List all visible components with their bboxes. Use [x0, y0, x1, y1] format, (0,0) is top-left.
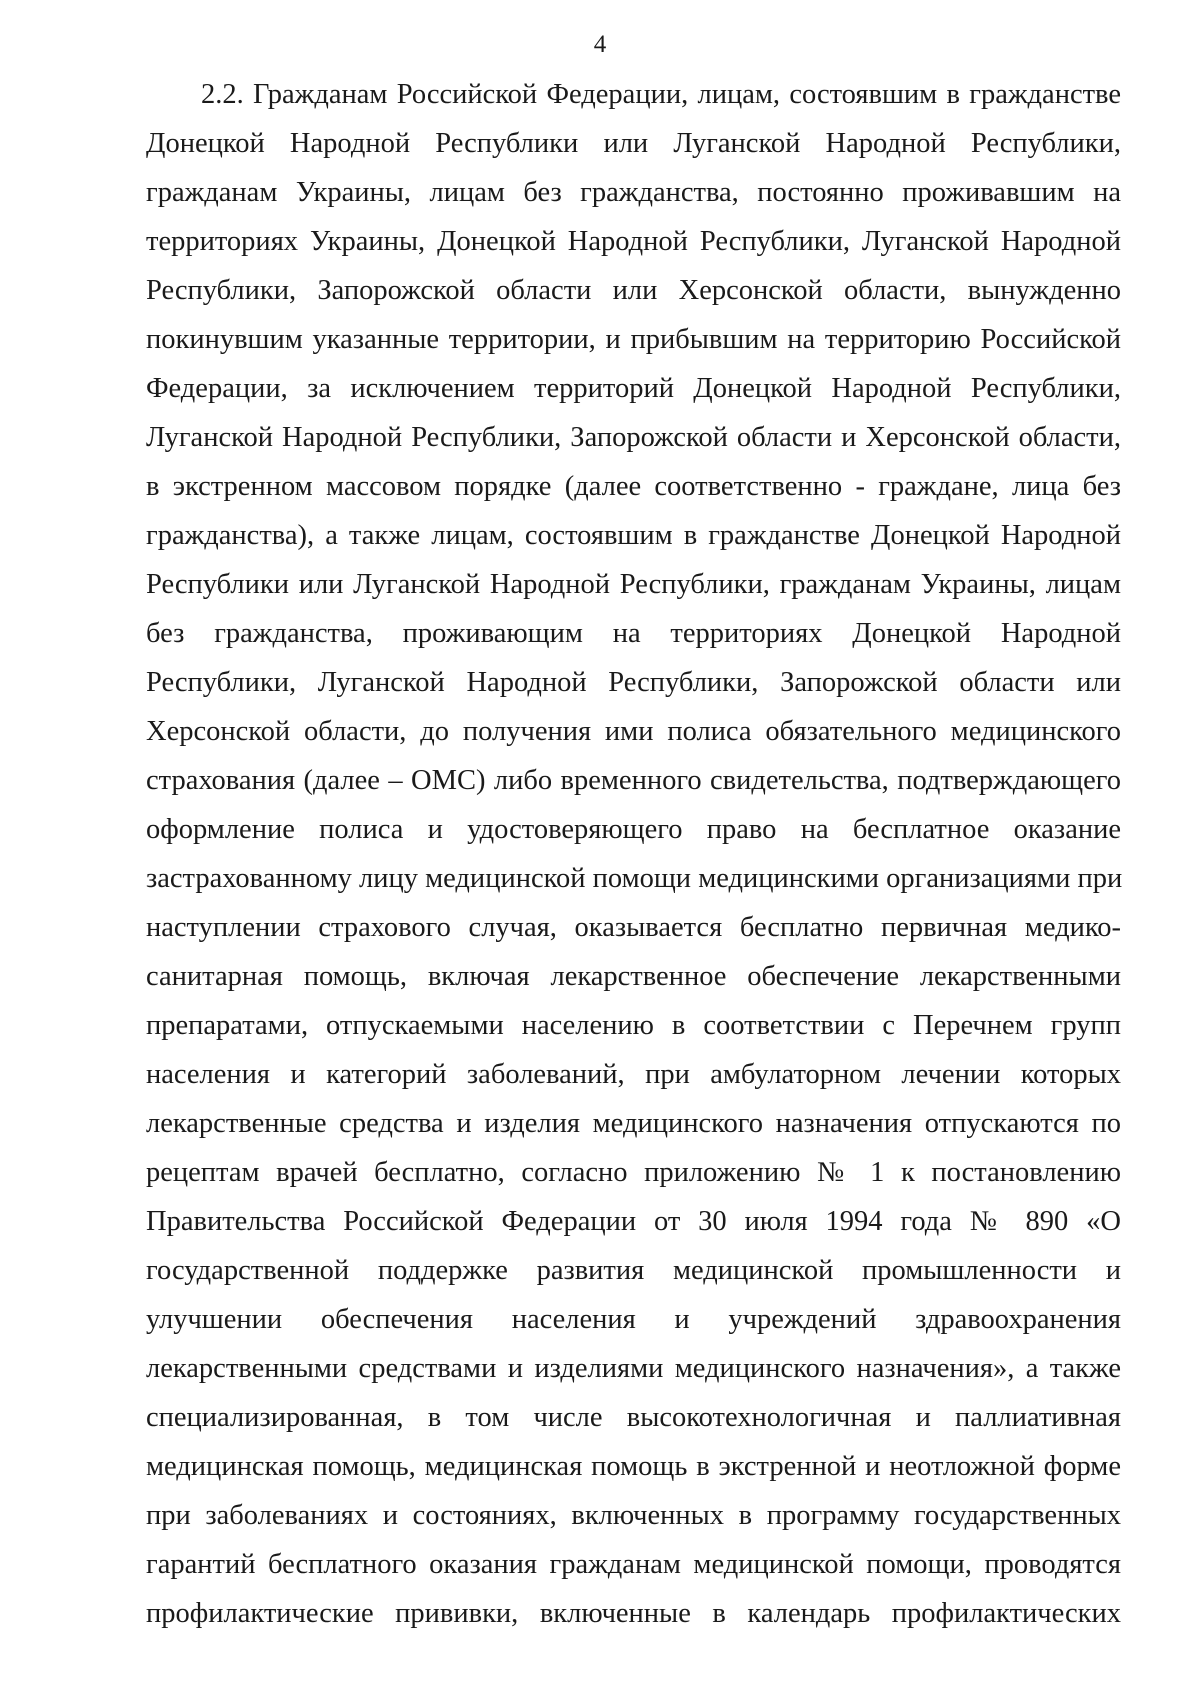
text-line: гражданства), а также лицам, состоявшим в гражданстве Донецкой Народной [146, 520, 1121, 551]
text-line: Правительства Российской Федерации от 30 июля 1994 года № 890 «О [146, 1206, 1121, 1237]
text-line: гражданам Украины, лицам без гражданства, постоянно проживавшим на [146, 177, 1121, 208]
text-line: страхования (далее – ОМС) либо временного свидетельства, подтверждающего [146, 765, 1121, 796]
text-line: гарантий бесплатного оказания гражданам медицинской помощи, проводятся [146, 1549, 1121, 1580]
text-line: препаратами, отпускаемыми населению в соответствии с Перечнем групп [146, 1010, 1121, 1041]
text-line: рецептам врачей бесплатно, согласно приложению № 1 к постановлению [146, 1157, 1121, 1188]
text-line: Республики, Запорожской области или Херсонской области, вынужденно [146, 275, 1121, 306]
text-line: государственной поддержке развития медицинской промышленности и [146, 1255, 1121, 1286]
text-line: наступлении страхового случая, оказывается бесплатно первичная медико- [146, 912, 1121, 943]
text-line: Донецкой Народной Республики или Луганской Народной Республики, [146, 128, 1121, 159]
paragraph-2-2 [146, 70, 1121, 1638]
page-number: 4 [593, 31, 607, 58]
text-line: медицинская помощь, медицинская помощь в экстренной и неотложной форме [146, 1451, 1121, 1482]
text-line: Федерации, за исключением территорий Донецкой Народной Республики, [146, 373, 1121, 404]
text-line: профилактические прививки, включенные в календарь профилактических [146, 1598, 1121, 1629]
text-line: застрахованному лицу медицинской помощи медицинскими организациями при [146, 863, 1123, 894]
text-line: Республики или Луганской Народной Республики, гражданам Украины, лицам [146, 569, 1121, 600]
text-line: в экстренном массовом порядке (далее соответственно - граждане, лица без [146, 471, 1121, 502]
text-line: при заболеваниях и состояниях, включенных в программу государственных [146, 1500, 1121, 1531]
text-line: Луганской Народной Республики, Запорожской области и Херсонской области, [146, 422, 1121, 453]
text-line: Республики, Луганской Народной Республики, Запорожской области или [146, 667, 1121, 698]
text-line: населения и категорий заболеваний, при амбулаторном лечении которых [146, 1059, 1121, 1090]
text-line: без гражданства, проживающим на территориях Донецкой Народной [146, 618, 1121, 649]
text-line: покинувшим указанные территории, и прибывшим на территорию Российской [146, 324, 1121, 355]
text-line: оформление полиса и удостоверяющего право на бесплатное оказание [146, 814, 1121, 845]
text-line: территориях Украины, Донецкой Народной Республики, Луганской Народной [146, 226, 1121, 257]
text-line: Херсонской области, до получения ими полиса обязательного медицинского [146, 716, 1121, 747]
text-line: лекарственные средства и изделия медицинского назначения отпускаются по [146, 1108, 1121, 1139]
text-line: специализированная, в том числе высокотехнологичная и паллиативная [146, 1402, 1121, 1433]
text-line: санитарная помощь, включая лекарственное обеспечение лекарственными [146, 961, 1121, 992]
text-line: 2.2. Гражданам Российской Федерации, лицам, состоявшим в гражданстве [201, 79, 1121, 110]
text-line: улучшении обеспечения населения и учреждений здравоохранения [146, 1304, 1121, 1335]
text-line: лекарственными средствами и изделиями медицинского назначения», а также [146, 1353, 1121, 1384]
